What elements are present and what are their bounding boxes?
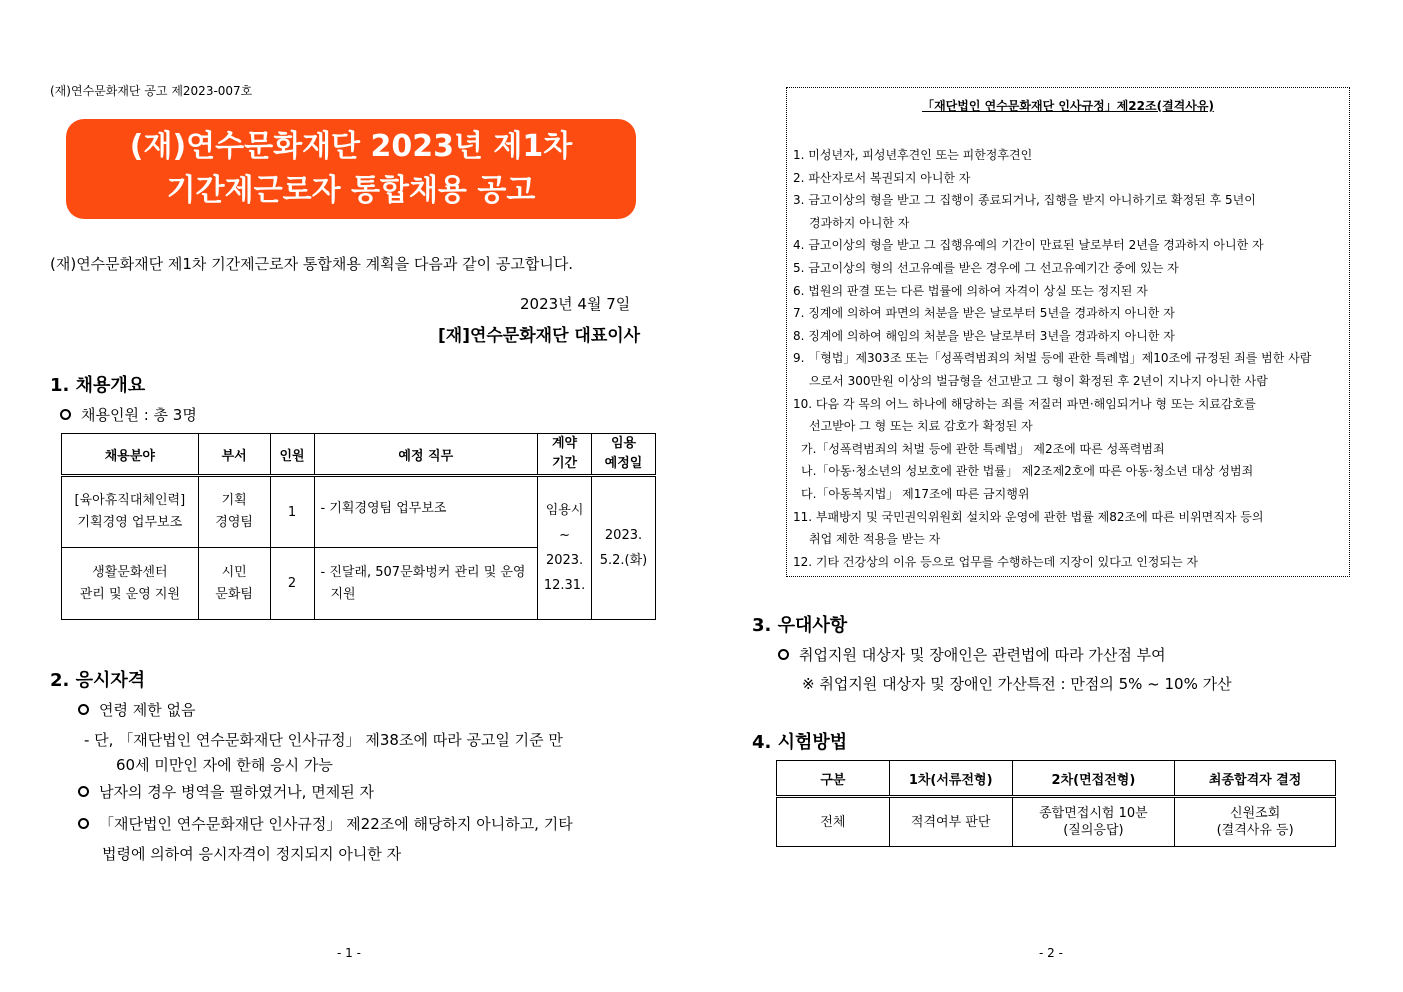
cell-stage1: 적격여부 판단 (889, 797, 1012, 847)
list-item: 4. 금고이상의 형을 받고 그 집행유예의 기간이 만료된 날로부터 2년을 경과하지 아니한 자 (793, 238, 1264, 253)
list-item: 으로서 300만원 이상의 벌금형을 선고받고 그 형이 확정된 후 2년이 지나지 아니한 사람 (809, 373, 1268, 388)
header-duty: 예정 직무 (314, 434, 538, 476)
header-count: 인원 (270, 434, 314, 476)
age-exception-line1: - 단, 「재단법인 연수문화재단 인사규정」 제38조에 따라 공고일 기준 만 (84, 731, 563, 749)
list-item: 5. 금고이상의 형의 선고유예를 받은 경우에 그 선고유예기간 중에 있는 자 (793, 260, 1179, 275)
section-4-heading: 4. 시험방법 (752, 732, 848, 753)
page-number-1: - 1 - (337, 946, 361, 960)
list-item: 10. 다음 각 목의 어느 하나에 해당하는 죄를 저질러 파면·해임되거나 형 또는 치료감호를 (793, 396, 1256, 411)
table-header-row (777, 761, 1336, 797)
cell-stage2: 종합면접시험 10분 (질의응답) (1012, 797, 1175, 847)
list-item: 3. 금고이상의 형을 받고 그 집행이 종료되거나, 집행을 받지 아니하기로 확정된 후 5년이 (793, 193, 1256, 208)
cell-category: 전체 (777, 797, 890, 847)
cell-duty: - 진달래, 507문화벙커 관리 및 운영 지원 (314, 548, 538, 620)
list-item: 가.「성폭력범죄의 처벌 등에 관한 특례법」 제2조에 따른 성폭력범죄 (801, 441, 1165, 456)
header-stage2: 2차(면접전형) (1012, 761, 1175, 797)
bullet-military: 남자의 경우 병역을 필하였거나, 면제된 자 (78, 781, 374, 802)
banner-line-2: 기간제근로자 통합채용 공고 (166, 173, 536, 208)
header-final: 최종합격자 결정 (1175, 761, 1336, 797)
signer: [재]연수문화재단 대표이사 (438, 326, 641, 346)
recruitment-table (61, 433, 656, 620)
table-row (62, 476, 656, 548)
cell-dept: 기획 경영팀 (198, 476, 270, 548)
header-start: 임용 예정일 (592, 434, 656, 476)
circle-bullet-icon (60, 409, 71, 420)
circle-bullet-icon (778, 649, 789, 660)
list-item: 7. 징계에 의하여 파면의 처분을 받은 날로부터 5년을 경과하지 아니한 자 (793, 306, 1175, 321)
circle-bullet-icon (78, 786, 89, 797)
section-3-heading: 3. 우대사항 (752, 615, 848, 636)
list-item: 선고받아 그 형 또는 치료 감호가 확정된 자 (809, 419, 1033, 434)
preference-note: ※ 취업지원 대상자 및 장애인 가산특전 : 만점의 5% ~ 10% 가산 (802, 675, 1232, 693)
header-dept: 부서 (198, 434, 270, 476)
cell-start: 2023. 5.2.(화) (592, 476, 656, 620)
title-banner (66, 119, 636, 219)
list-item: 2. 파산자로서 복권되지 아니한 자 (793, 170, 971, 185)
table-row (777, 797, 1336, 847)
section-1-heading: 1. 채용개요 (50, 375, 146, 396)
list-item: 11. 부패방지 및 국민권익위원회 설치와 운영에 관한 법률 제82조에 따른 비위면직자 등의 (793, 509, 1264, 524)
cell-final: 신원조회 (결격사유 등) (1175, 797, 1336, 847)
bullet-age: 연령 제한 없음 (78, 699, 195, 720)
bullet-preference: 취업지원 대상자 및 장애인은 관련법에 따라 가산점 부여 (778, 644, 1166, 665)
list-item: 1. 미성년자, 피성년후견인 또는 피한정후견인 (793, 148, 1033, 162)
box-title: 「재단법인 연수문화재단 인사규정」제22조(결격사유) (922, 99, 1214, 113)
page-number-2: - 2 - (1039, 946, 1063, 960)
list-item: 다.「아동복지법」 제17조에 따른 금지행위 (801, 486, 1030, 501)
circle-bullet-icon (78, 704, 89, 715)
cell-field: 생활문화센터 관리 및 운영 지원 (62, 548, 199, 620)
bullet-headcount: 채용인원 : 총 3명 (60, 404, 197, 425)
header-stage1: 1차(서류전형) (889, 761, 1012, 797)
header-field: 채용분야 (62, 434, 199, 476)
list-item: 6. 법원의 판결 또는 다른 법률에 의하여 자격이 상실 또는 정지된 자 (793, 283, 1148, 298)
list-item: 12. 기타 건강상의 이유 등으로 업무를 수행하는데 지장이 있다고 인정되는 자 (793, 554, 1198, 569)
age-exception-line2: 60세 미만인 자에 한해 응시 가능 (116, 756, 333, 774)
header-contract: 계약 기간 (538, 434, 592, 476)
list-item: 취업 제한 적용을 받는 자 (809, 532, 941, 547)
cell-contract: 임용시 ~ 2023. 12.31. (538, 476, 592, 620)
exam-method-table (776, 760, 1336, 847)
list-item: 9. 「형법」제303조 또는「성폭력범죄의 처벌 등에 관한 특례법」제10조에 규정된 죄를 범한 사람 (793, 351, 1312, 366)
intro-text: (재)연수문화재단 제1차 기간제근로자 통합채용 계획을 다음과 같이 공고합니다. (50, 255, 574, 273)
disqualification-box (786, 87, 1350, 577)
bullet-disqualification-line2: 법령에 의하여 응시자격이 정지되지 아니한 자 (102, 845, 402, 863)
list-item: 나.「아동·청소년의 성보호에 관한 법률」 제2조제2호에 따른 아동·청소년 대상 성범죄 (801, 464, 1254, 479)
header-category: 구분 (777, 761, 890, 797)
list-item: 8. 징계에 의하여 해임의 처분을 받은 날로부터 3년을 경과하지 아니한 자 (793, 328, 1175, 343)
disqualification-list (793, 144, 1341, 573)
circle-bullet-icon (78, 818, 89, 829)
table-header-row (62, 434, 656, 476)
cell-duty: - 기획경영팀 업무보조 (314, 476, 538, 548)
banner-line-1: (재)연수문화재단 2023년 제1차 (129, 129, 573, 164)
bullet-disqualification-line1: 「재단법인 연수문화재단 인사규정」 제22조에 해당하지 아니하고, 기타 (78, 813, 573, 834)
cell-field: [육아휴직대체인력] 기획경영 업무보조 (62, 476, 199, 548)
list-item: 경과하지 아니한 자 (809, 215, 910, 230)
section-2-heading: 2. 응시자격 (50, 670, 146, 691)
notice-number: (재)연수문화재단 공고 제2023-007호 (50, 84, 253, 98)
cell-count: 2 (270, 548, 314, 620)
notice-date: 2023년 4월 7일 (520, 295, 631, 313)
cell-count: 1 (270, 476, 314, 548)
cell-dept: 시민 문화팀 (198, 548, 270, 620)
